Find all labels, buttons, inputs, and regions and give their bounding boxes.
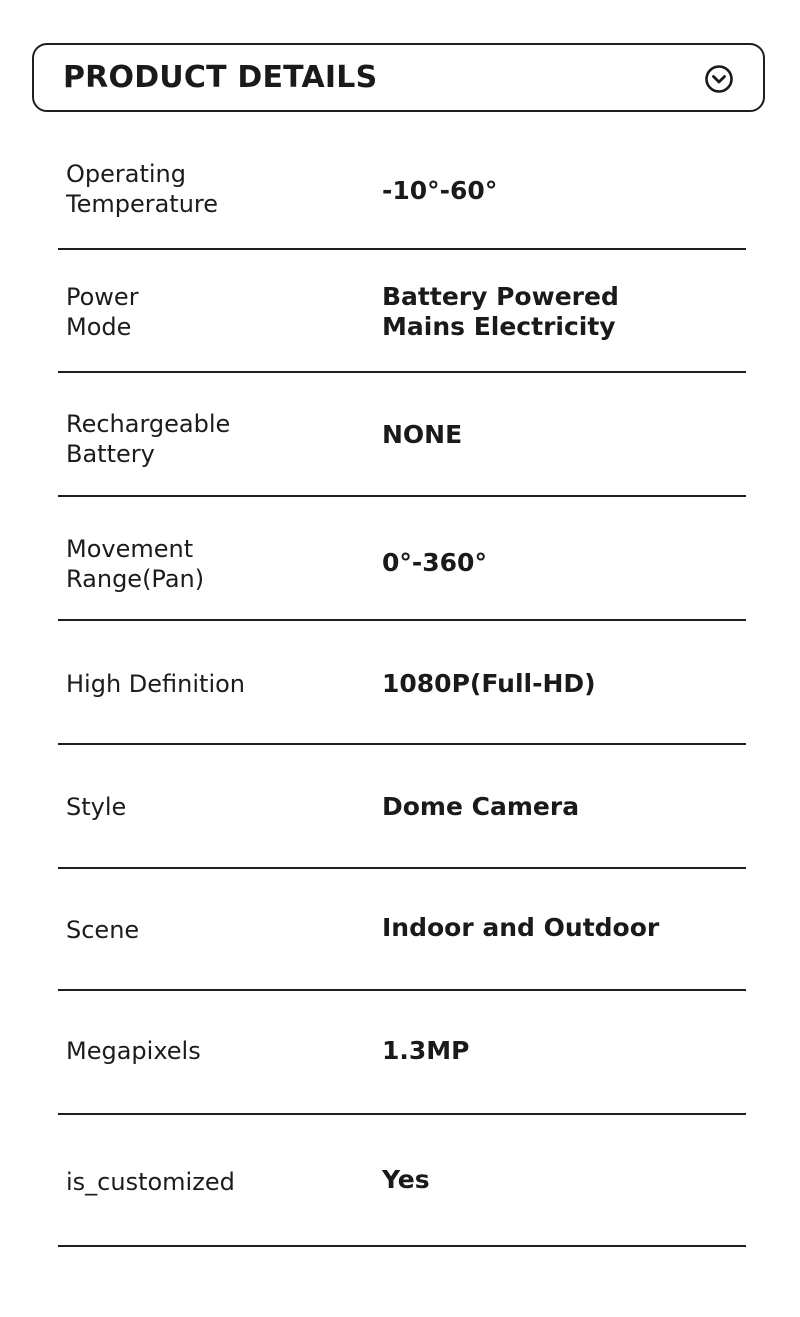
- product-details-header[interactable]: [32, 43, 765, 112]
- chevron-down-circle-icon[interactable]: [704, 64, 734, 94]
- spec-value: 0°-360°: [382, 548, 487, 577]
- spec-row-operating-temperature: [58, 127, 746, 250]
- spec-row-style: [58, 745, 746, 869]
- spec-row-high-definition: [58, 621, 746, 745]
- spec-value: 1080P(Full-HD): [382, 669, 596, 698]
- spec-row-power-mode: [58, 250, 746, 373]
- spec-label: Operating Temperature: [66, 160, 219, 218]
- section-title: PRODUCT DETAILS: [63, 60, 378, 95]
- spec-value: Battery Powered Mains Electricity: [382, 282, 619, 341]
- spec-label: High Definition: [66, 670, 246, 698]
- spec-table: [58, 127, 746, 1247]
- spec-row-rechargeable-battery: [58, 373, 746, 497]
- spec-row-is-customized: [58, 1115, 746, 1247]
- spec-row-scene: [58, 869, 746, 991]
- spec-label: Movement Range(Pan): [66, 535, 205, 593]
- spec-value: -10°-60°: [382, 176, 498, 205]
- spec-label: Scene: [66, 916, 140, 944]
- spec-value: Indoor and Outdoor: [382, 913, 660, 942]
- spec-row-movement-range: [58, 497, 746, 621]
- spec-label: is_customized: [66, 1168, 235, 1196]
- spec-value: NONE: [382, 420, 463, 449]
- spec-value: 1.3MP: [382, 1036, 470, 1065]
- spec-label: Rechargeable Battery: [66, 410, 231, 468]
- spec-label: Megapixels: [66, 1037, 201, 1065]
- spec-value: Dome Camera: [382, 792, 580, 821]
- spec-label: Style: [66, 793, 127, 821]
- spec-label: Power Mode: [66, 283, 139, 341]
- spec-row-megapixels: [58, 991, 746, 1115]
- spec-value: Yes: [382, 1165, 430, 1194]
